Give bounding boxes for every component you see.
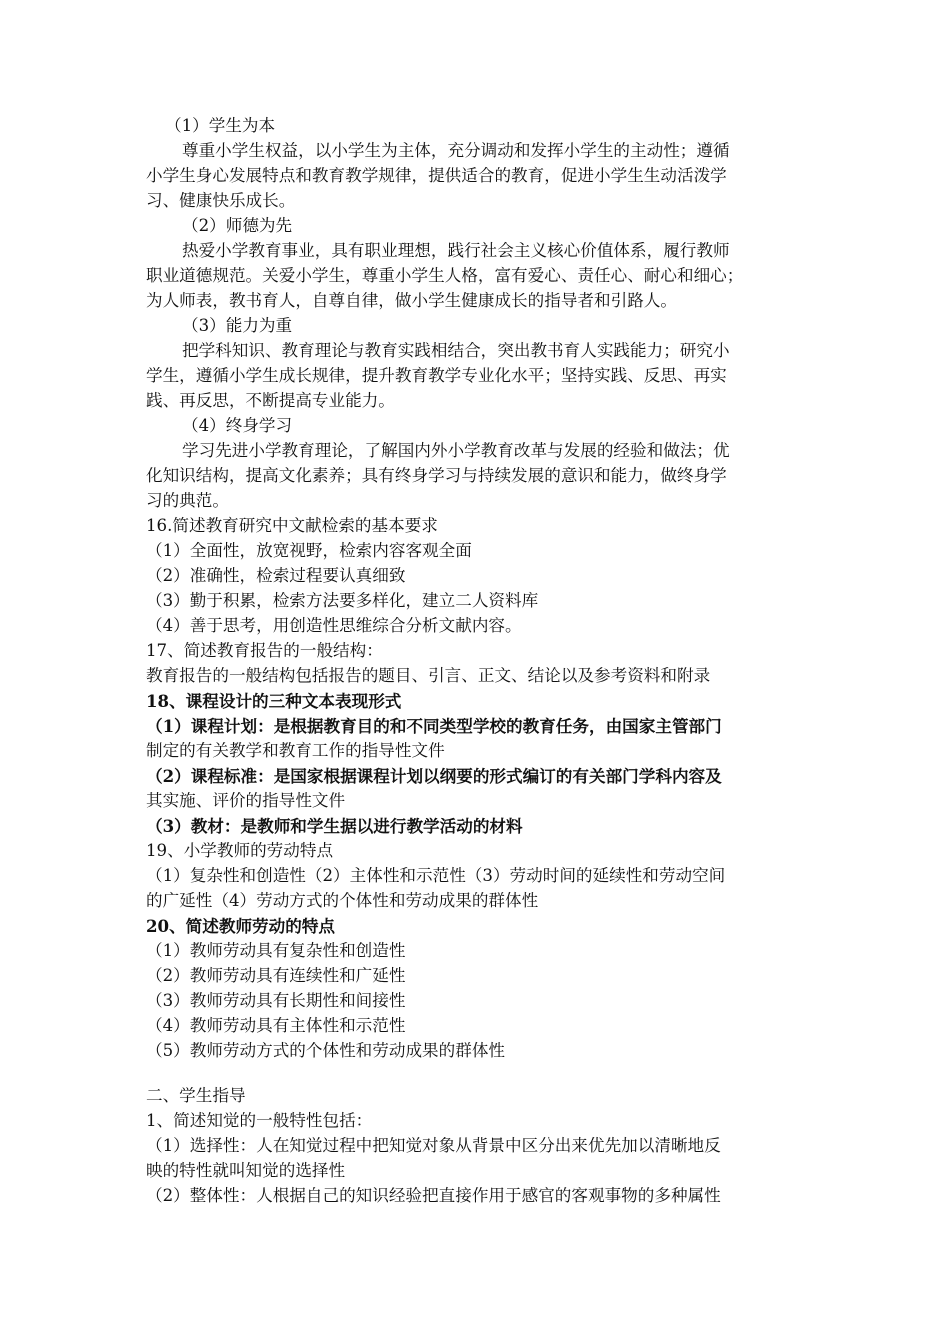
list-item: （2）教师劳动具有连续性和广延性 bbox=[146, 966, 406, 985]
paragraph-line: 习、健康快乐成长。 bbox=[146, 191, 296, 210]
section-2-heading: 二、学生指导 bbox=[146, 1086, 246, 1105]
paragraph-line: 为人师表，教书育人，自尊自律，做小学生健康成长的指导者和引路人。 bbox=[146, 291, 677, 310]
list-item: （2）准确性，检索过程要认真细致 bbox=[146, 566, 406, 585]
paragraph-line: 习的典范。 bbox=[146, 491, 229, 510]
paragraph-line: 教育报告的一般结构包括报告的题目、引言、正文、结论以及参考资料和附录 bbox=[146, 666, 711, 685]
list-item: （4）善于思考，用创造性思维综合分析文献内容。 bbox=[146, 616, 522, 635]
heading-ethics-first: （2）师德为先 bbox=[182, 216, 293, 235]
list-item: （1）课程计划：是根据教育目的和不同类型学校的教育任务，由国家主管部门 bbox=[146, 716, 722, 736]
question-1-heading: 1、简述知觉的一般特性包括： bbox=[146, 1111, 373, 1130]
paragraph-line: 职业道德规范。关爱小学生，尊重小学生人格，富有爱心、责任心、耐心和细心； bbox=[146, 266, 744, 285]
list-item: （1）复杂性和创造性（2）主体性和示范性（3）劳动时间的延续性和劳动空间 bbox=[146, 866, 726, 885]
paragraph-line: 把学科知识、教育理论与教育实践相结合，突出教书育人实践能力；研究小 bbox=[182, 341, 730, 360]
heading-ability-priority: （3）能力为重 bbox=[182, 316, 293, 335]
question-20-heading: 20、简述教师劳动的特点 bbox=[146, 916, 336, 936]
paragraph-line: 践、再反思，不断提高专业能力。 bbox=[146, 391, 395, 410]
heading-lifelong-learning: （4）终身学习 bbox=[182, 416, 293, 435]
question-16-heading: 16.简述教育研究中文献检索的基本要求 bbox=[146, 516, 438, 535]
list-item: （1）教师劳动具有复杂性和创造性 bbox=[146, 941, 406, 960]
list-item: （5）教师劳动方式的个体性和劳动成果的群体性 bbox=[146, 1041, 506, 1060]
list-item-continuation: 映的特性就叫知觉的选择性 bbox=[146, 1161, 346, 1180]
paragraph-line: 化知识结构，提高文化素养；具有终身学习与持续发展的意识和能力，做终身学 bbox=[146, 466, 727, 485]
paragraph-line: 热爱小学教育事业，具有职业理想，践行社会主义核心价值体系，履行教师 bbox=[182, 241, 730, 260]
paragraph-line: 学生，遵循小学生成长规律，提升教育教学专业化水平；坚持实践、反思、再实 bbox=[146, 366, 727, 385]
list-item-continuation: 的广延性（4）劳动方式的个体性和劳动成果的群体性 bbox=[146, 891, 539, 910]
list-item: （3）教师劳动具有长期性和间接性 bbox=[146, 991, 406, 1010]
list-item: （1）全面性，放宽视野，检索内容客观全面 bbox=[146, 541, 472, 560]
question-18-heading: 18、课程设计的三种文本表现形式 bbox=[146, 691, 402, 711]
paragraph-line: 尊重小学生权益，以小学生为主体，充分调动和发挥小学生的主动性；遵循 bbox=[182, 141, 730, 160]
question-19-heading: 19、小学教师的劳动特点 bbox=[146, 841, 334, 860]
question-17-heading: 17、简述教育报告的一般结构： bbox=[146, 641, 383, 660]
paragraph-line: 学习先进小学教育理论，了解国内外小学教育改革与发展的经验和做法；优 bbox=[182, 441, 730, 460]
list-item: （4）教师劳动具有主体性和示范性 bbox=[146, 1016, 406, 1035]
list-item: （3）勤于积累，检索方法要多样化，建立二人资料库 bbox=[146, 591, 539, 610]
list-item: （2）整体性：人根据自己的知识经验把直接作用于感官的客观事物的多种属性 bbox=[146, 1186, 721, 1205]
paragraph-line: 小学生身心发展特点和教育教学规律，提供适合的教育，促进小学生生动活泼学 bbox=[146, 166, 727, 185]
list-item-continuation: 其实施、评价的指导性文件 bbox=[146, 791, 346, 810]
heading-student-centered: （1）学生为本 bbox=[165, 116, 276, 135]
list-item-continuation: 制定的有关教学和教育工作的指导性文件 bbox=[146, 741, 445, 760]
list-item: （2）课程标准：是国家根据课程计划以纲要的形式编订的有关部门学科内容及 bbox=[146, 766, 722, 786]
list-item: （1）选择性：人在知觉过程中把知觉对象从背景中区分出来优先加以清晰地反 bbox=[146, 1136, 721, 1155]
list-item: （3）教材：是教师和学生据以进行教学活动的材料 bbox=[146, 816, 523, 836]
